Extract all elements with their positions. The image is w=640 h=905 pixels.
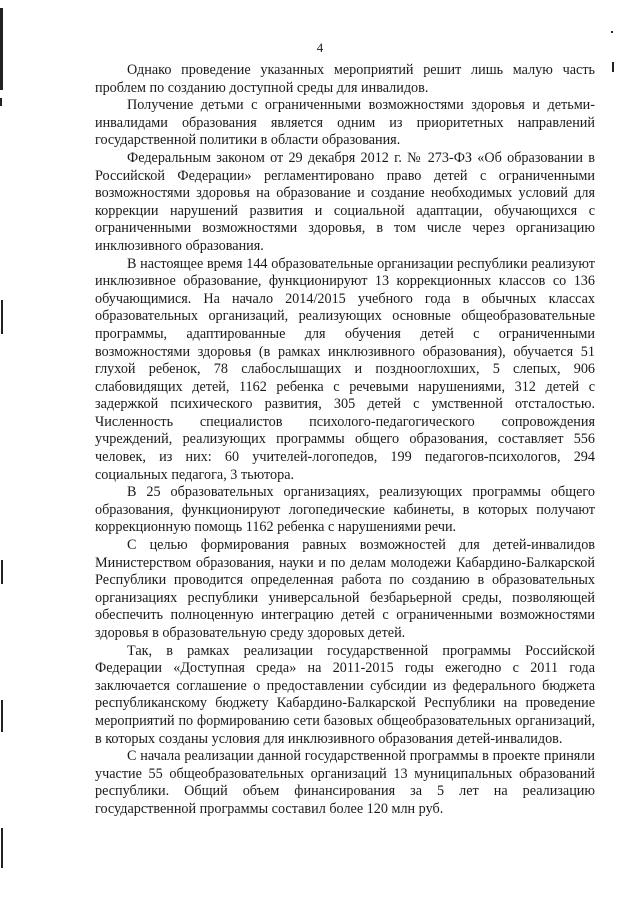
scan-edge-mark bbox=[0, 8, 3, 90]
paragraph: Так, в рамках реализации государственной программы Российской Федерации «Доступная среда» на 2011-2015 годы ежегодно с 2011 года заключается соглашение о предоставлении субсидии из федерального бюджета республиканскому бюджету Кабардино-Балкарской Республики на проведение мероприятий по формированию сети базовых общеобразовательных организаций, в которых созданы условия для инклюзивного образования детей-инвалидов. bbox=[95, 642, 595, 747]
scan-edge-mark bbox=[611, 31, 613, 33]
paragraph: С целью формирования равных возможностей для детей-инвалидов Министерством образования, науки и по делам молодежи Кабардино-Балкарской Республики проводится определенная работа по созданию в образовательных организациях республики универсальной безбарьерной среды, позволяющей обеспечить полноценную интеграцию детей с ограниченными возможностями здоровья в образовательную среду здоровых детей. bbox=[95, 537, 595, 641]
paragraph: Федеральным законом от 29 декабря 2012 г. № 273-ФЗ «Об образовании в Российской Федерации» регламентировано право детей с ограниченными возможностями здоровья на образование и создание необходимых условий для коррекции нарушений развития и социальной адаптации, обучающихся с ограниченными возможностями здоровья, в том числе через организацию инклюзивного образования. bbox=[95, 149, 595, 254]
paragraph: Получение детьми с ограниченными возможностями здоровья и детьми-инвалидами образования является одним из приоритетных направлений государственной политики в области образования. bbox=[95, 97, 595, 149]
document-body bbox=[95, 62, 595, 819]
paragraph: Однако проведение указанных мероприятий решит лишь малую часть проблем по созданию доступной среды для инвалидов. bbox=[95, 62, 595, 96]
scan-edge-mark bbox=[1, 560, 3, 584]
scan-edge-mark bbox=[0, 98, 2, 106]
paragraph: В настоящее время 144 образовательные организации республики реализуют инклюзивное образование, функционируют 13 коррекционных классов со 136 обучающимися. На начало 2014/2015 учебного года в обычных классах образовательных организаций, реализующих основные общеобразовательные программы, адаптированные для обучения детей с ограниченными возможностями здоровья (в рамках инклюзивного образования), обучается 51 глухой ребенок, 78 слабослышащих и позднооглохших, 5 слепых, 906 слабовидящих детей, 1162 ребенка с речевыми нарушениями, 312 детей с задержкой психического развития, 305 детей с умственной отсталостью. Численность специалистов психолого-педагогического сопровождения учреждений, реализующих программы общего образования, составляет 556 человек, из них: 60 учителей-логопедов, 199 педагогов-психологов, 294 социальных педагога, 3 тьютора. bbox=[95, 255, 595, 483]
scan-edge-mark bbox=[1, 700, 3, 732]
scan-edge-mark bbox=[612, 62, 614, 72]
scan-edge-mark bbox=[1, 828, 3, 868]
paragraph: В 25 образовательных организациях, реализующих программы общего образования, функционируют логопедические кабинеты, в которых получают коррекционную помощь 1162 ребенка с нарушениями речи. bbox=[95, 484, 595, 536]
paragraph: С начала реализации данной государственной программы в проекте приняли участие 55 общеобразовательных организаций 13 муниципальных образований республики. Общий объем финансирования за 5 лет на реализацию государственной программы составил более 120 млн руб. bbox=[95, 748, 595, 817]
scan-edge-mark bbox=[1, 300, 3, 334]
page-number: 4 bbox=[316, 40, 324, 55]
